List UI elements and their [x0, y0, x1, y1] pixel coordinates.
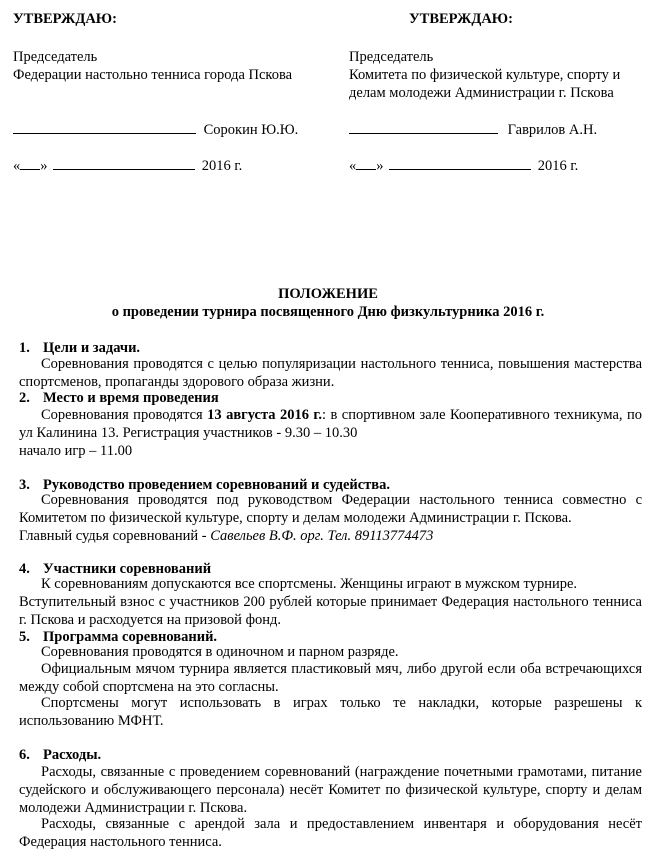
section-number: 5.: [19, 629, 30, 645]
approval-left-signature: [13, 121, 298, 139]
approval-left-signer: Сорокин Ю.Ю.: [203, 122, 299, 138]
section-title: Расходы.: [43, 747, 102, 763]
date-quote-open: «: [13, 158, 21, 174]
section-5-paragraph-1: Соревнования проводятся в одиночном и парном разряде.: [41, 644, 399, 660]
section-5-paragraph-2: Официальным мячом турнира является пластиковый мяч, либо другой если оба встречающихся между собой спортсмена на это согласны.: [19, 661, 642, 695]
date-quote-open: «: [349, 158, 357, 174]
approval-right-role: Председатель: [349, 49, 434, 65]
approval-right-signer: Гаврилов А.Н.: [507, 122, 598, 138]
approval-right-org-line2: делам молодежи Администрации г. Пскова: [349, 85, 614, 101]
section-title: Место и время проведения: [43, 390, 219, 406]
section-6-paragraph-1: Расходы, связанные с проведением соревнований (награждение почетными грамотами, питание судейского и обслуживающего персонала) несёт Комитет по физической культуре, спорту и делам молодежи Администрации г. Пскова.: [19, 764, 642, 816]
section-1-paragraph: Соревнования проводятся с целью популяризации настольного тенниса, повышения мастерства спортсменов, пропаганды здорового образа жизни.: [19, 356, 642, 390]
section-2-start-time: начало игр – 11.00: [19, 443, 133, 459]
date-month-line: [389, 157, 531, 170]
date-day-line: [356, 157, 376, 170]
section-number: 2.: [19, 390, 30, 406]
section-4-paragraph-1: К соревнованиям допускаются все спортсмены. Женщины играют в мужском турнире.: [41, 576, 578, 592]
document-title: ПОЛОЖЕНИЕ: [278, 286, 378, 302]
date-quote-close: »: [40, 158, 48, 174]
event-date: 13 августа 2016 г.: [207, 407, 322, 423]
section-title: Руководство проведением соревнований и судейства.: [43, 477, 391, 493]
section-3-paragraph: Соревнования проводятся под руководством Федерации настольного тенниса совместно с Комитетом по физической культуре, спорту и делам молодежи Администрации г. Пскова.: [19, 492, 642, 526]
section-6-heading: [19, 746, 101, 764]
section-2-lead: Соревнования проводятся: [41, 407, 208, 423]
approval-right-date: [349, 157, 578, 175]
section-number: 4.: [19, 561, 30, 577]
approval-left-heading: УТВЕРЖДАЮ:: [13, 11, 117, 27]
judge-value: Савельев В.Ф. орг. Тел. 89113774473: [210, 528, 434, 544]
section-title: Участники соревнований: [43, 561, 212, 577]
section-2-paragraph: [19, 406, 642, 442]
section-2-heading: [19, 389, 219, 407]
approval-right-org-line1: Комитета по физической культуре, спорту и: [349, 67, 621, 83]
section-2-rest: : в спортивном зале Кооперативного техникума, по ул Калинина 13. Регистрация участников - 9.30 – 10.30: [19, 407, 642, 441]
section-3-judge: [19, 527, 642, 545]
judge-label: Главный судья соревнований -: [19, 528, 211, 544]
section-number: 6.: [19, 747, 30, 763]
approval-left-date: [13, 157, 242, 175]
section-number: 1.: [19, 340, 30, 356]
section-number: 3.: [19, 477, 30, 493]
approval-left-org: Федерации настольно тенниса города Пскова: [13, 67, 293, 83]
signature-line: [13, 121, 196, 134]
document-subtitle: о проведении турнира посвященного Дню физкультурника 2016 г.: [111, 304, 545, 320]
approval-right-heading: УТВЕРЖДАЮ:: [409, 11, 513, 27]
section-4-paragraph-2: Вступительный взнос с участников 200 рублей которые принимает Федерация настольного тенниса г. Пскова и расходуется на призовой фонд.: [19, 594, 642, 628]
approval-left-year: 2016 г.: [201, 158, 243, 174]
section-5-paragraph-3: Спортсмены могут использовать в играх только те накладки, которые разрешены к использованию МФНТ.: [19, 695, 642, 729]
signature-line: [349, 121, 498, 134]
section-6-paragraph-2: Расходы, связанные с арендой зала и предоставлением инвентаря и оборудования несёт Федерация настольного тенниса.: [19, 816, 642, 850]
approval-right-year: 2016 г.: [537, 158, 579, 174]
date-month-line: [53, 157, 195, 170]
date-day-line: [20, 157, 40, 170]
date-quote-close: »: [376, 158, 384, 174]
section-title: Программа соревнований.: [43, 629, 218, 645]
approval-left-role: Председатель: [13, 49, 98, 65]
approval-right-signature: [349, 121, 597, 139]
section-title: Цели и задачи.: [43, 340, 141, 356]
